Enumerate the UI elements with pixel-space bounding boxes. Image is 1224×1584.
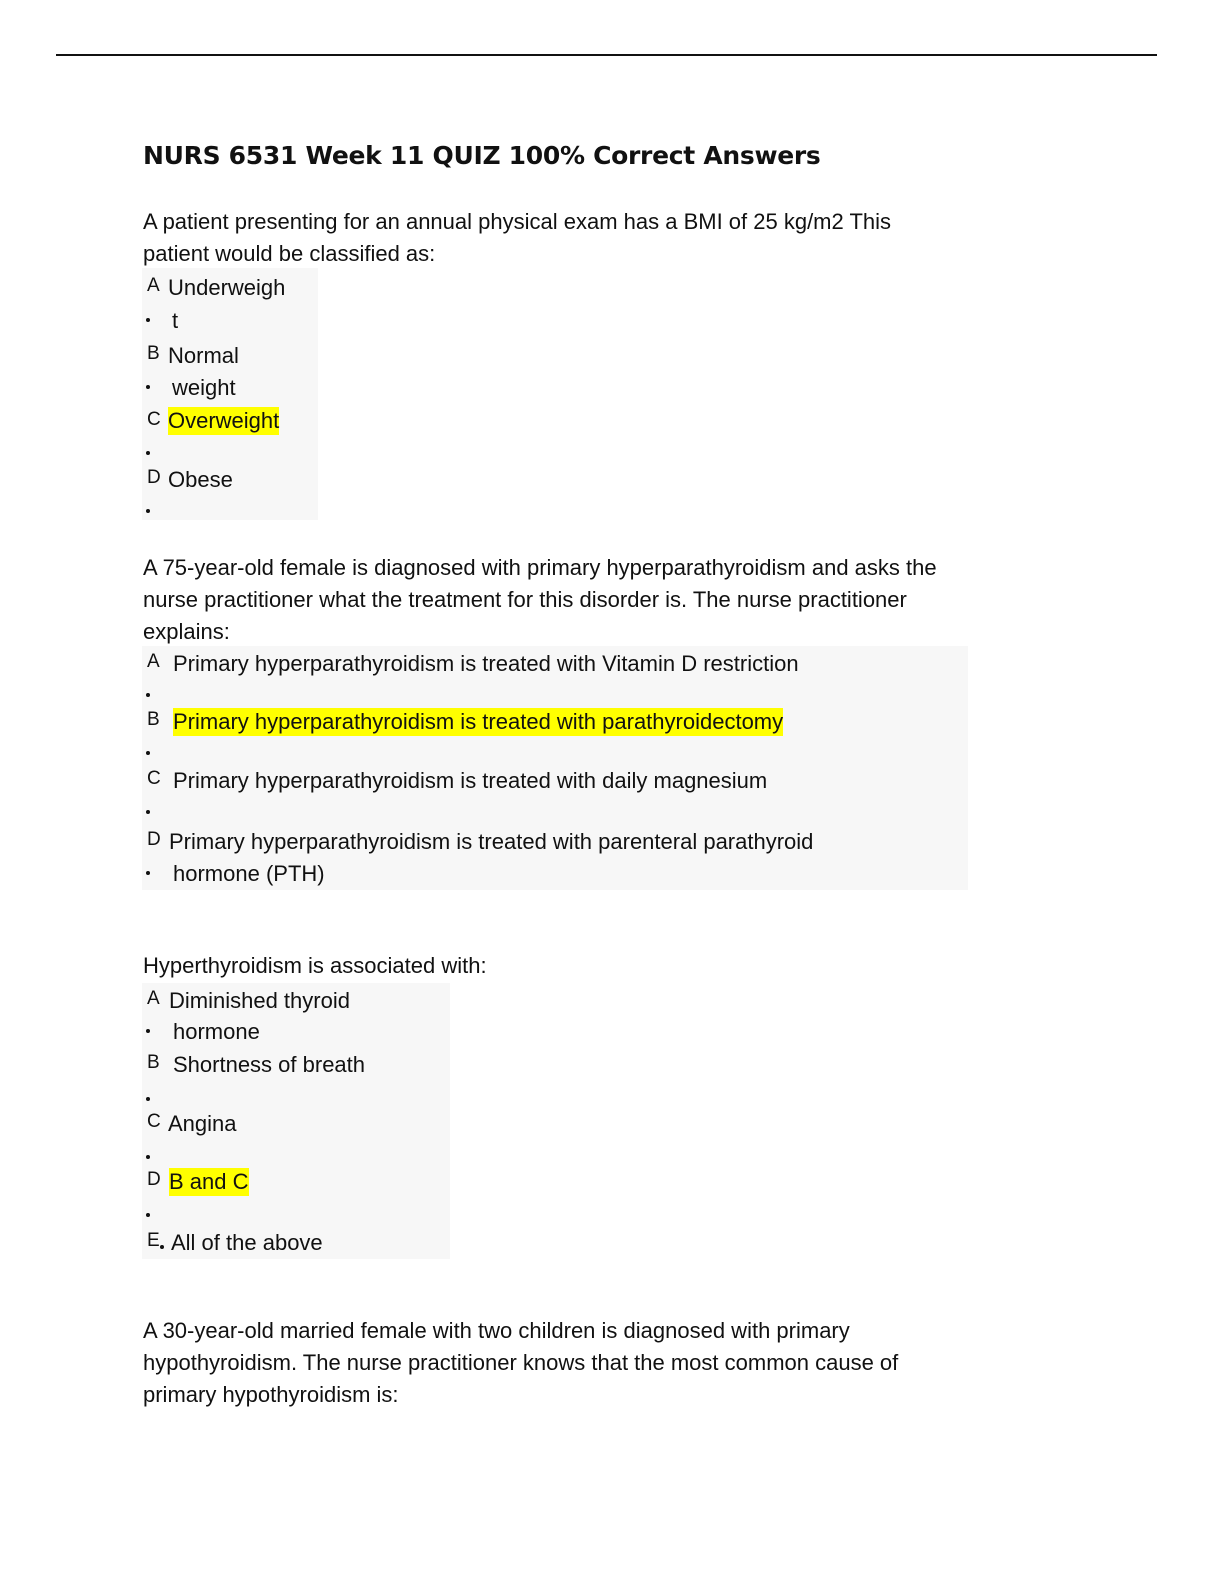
question-1-text [143,206,891,270]
bullet-dot [146,451,150,455]
document-title: NURS 6531 Week 11 QUIZ 100% Correct Answers [143,141,821,170]
top-rule [56,54,1157,56]
question-4-line-2: hypothyroidism. The nurse practitioner knows that the most common cause of [143,1350,899,1375]
bullet-dot [146,810,150,814]
bullet-dot [146,509,150,513]
letter-period-dot [160,1245,164,1249]
bullet-dot [146,871,150,875]
question-1-line-1: A patient presenting for an annual physical exam has a BMI of 25 kg/m2 This [143,209,892,234]
question-3-text [143,950,487,982]
option-letter: D [147,467,161,488]
option-d-correct-highlight: B and C [169,1169,249,1194]
question-1-line-2: patient would be classified as: [143,241,436,266]
option-letter: C [147,409,161,430]
option-letter: E [147,1230,160,1251]
option-b-correct-highlight: Primary hyperparathyroidism is treated with parathyroidectomy [173,709,784,734]
option-letter: A [147,651,160,672]
option-letter: B [147,343,160,364]
question-2-line-3: explains: [143,619,230,644]
bullet-dot [146,693,150,697]
bullet-dot [146,318,150,322]
bullet-dot [146,751,150,755]
option-letter: A [147,988,160,1009]
option-e-line-1: All of the above [171,1230,323,1255]
option-c-line-1: Angina [168,1111,237,1136]
question-3-line-1: Hyperthyroidism is associated with: [143,953,487,978]
option-a-line-2: t [172,308,179,333]
option-d-line-1: Obese [168,467,233,492]
option-letter: B [147,709,160,730]
bullet-dot [146,1213,150,1217]
option-letter: D [147,829,161,850]
question-2-line-2: nurse practitioner what the treatment for this disorder is. The nurse practitioner [143,587,907,612]
bullet-dot [146,1097,150,1101]
option-c-line-1: Primary hyperparathyroidism is treated with daily magnesium [173,768,768,793]
option-letter: D [147,1169,161,1190]
option-d-line-2: hormone (PTH) [173,861,325,886]
bullet-dot [146,1029,150,1033]
option-a-line-1: Diminished thyroid [169,988,350,1013]
option-b-line-1: Normal [168,343,239,368]
bullet-dot [146,1155,150,1159]
option-d-line-1: Primary hyperparathyroidism is treated with parenteral parathyroid [169,829,814,854]
question-4-text [143,1315,898,1411]
option-b-line-2: weight [172,375,236,400]
option-a-line-2: hormone [173,1019,260,1044]
option-letter: B [147,1052,160,1073]
bullet-dot [146,385,150,389]
option-b-line-1: Shortness of breath [173,1052,366,1077]
option-letter: C [147,1111,161,1132]
option-letter: A [147,275,160,296]
option-letter: C [147,768,161,789]
option-a-line-1: Underweigh [168,275,286,300]
question-2-text [143,552,937,648]
question-2-line-1: A 75-year-old female is diagnosed with primary hyperparathyroidism and asks the [143,555,937,580]
option-c-correct-highlight: Overweight [168,408,280,433]
option-a-line-1: Primary hyperparathyroidism is treated with Vitamin D restriction [173,651,799,676]
question-4-line-1: A 30-year-old married female with two children is diagnosed with primary [143,1318,850,1343]
question-4-line-3: primary hypothyroidism is: [143,1382,399,1407]
